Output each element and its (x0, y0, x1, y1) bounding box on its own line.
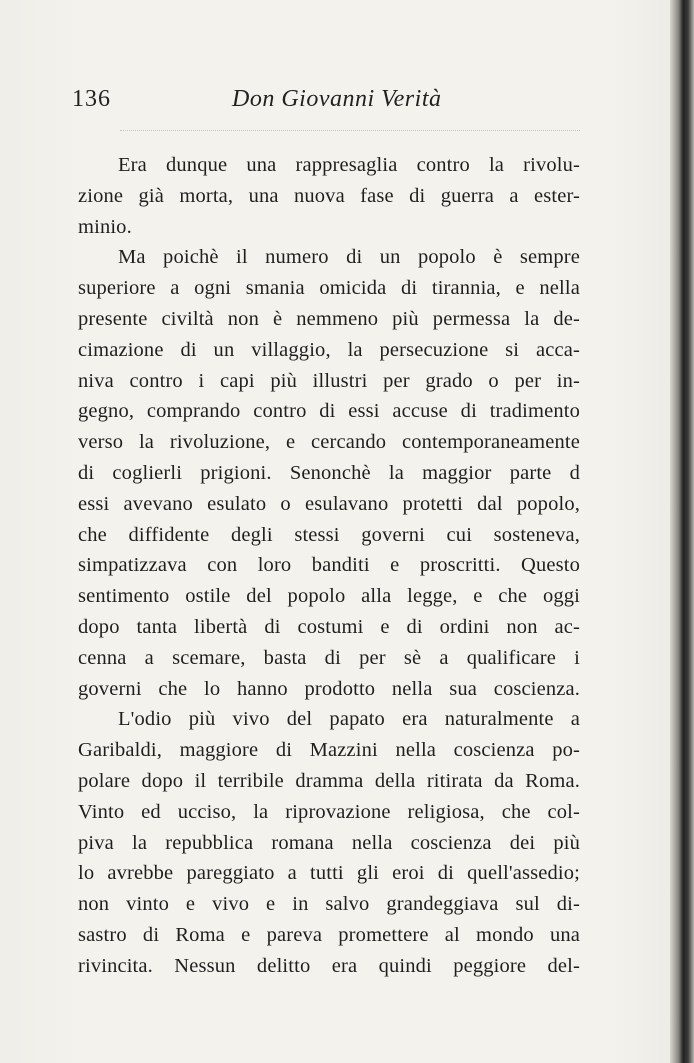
text-line: dopo tanta libertà di costumi e di ordini non ac- (78, 615, 580, 638)
text-line: non vinto e vivo e in salvo grandeggiava sul di- (78, 893, 580, 916)
text-line: lo avrebbe pareggiato a tutti gli eroi di quell'assedio; (78, 862, 580, 885)
header-divider (120, 130, 580, 131)
text-line: verso la rivoluzione, e cercando contemporaneamente (78, 431, 580, 454)
text-line: presente civiltà non è nemmeno più permessa la de- (78, 307, 580, 330)
text-line: essi avevano esulato o esulavano protetti dal popolo, (78, 492, 580, 515)
text-line: sentimento ostile del popolo alla legge, e che oggi (78, 585, 580, 608)
text-line: governi che lo hanno prodotto nella sua coscienza. (78, 677, 580, 700)
body-text (78, 150, 580, 1010)
text-line: L'odio più vivo del papato era naturalmente a (118, 708, 580, 731)
text-line: minio. (78, 215, 132, 238)
running-head-title: Don Giovanni Verità (232, 86, 442, 112)
page-number: 136 (72, 86, 111, 112)
text-line: che diffidente degli stessi governi cui sosteneva, (78, 523, 580, 546)
running-head (72, 78, 592, 118)
text-line: niva contro i capi più illustri per grado o per in- (78, 369, 580, 392)
text-line: Vinto ed ucciso, la riprovazione religiosa, che col- (78, 800, 580, 823)
text-line: di coglierli prigioni. Senonchè la maggior parte d (78, 461, 580, 484)
book-spine-shadow (670, 0, 694, 1063)
text-line: zione già morta, una nuova fase di guerra a ester- (78, 184, 580, 207)
text-line: Era dunque una rappresaglia contro la rivolu- (118, 154, 580, 176)
text-line: sastro di Roma e pareva promettere al mondo una (78, 923, 580, 946)
text-line: cimazione di un villaggio, la persecuzione si acca- (78, 338, 580, 361)
text-line: gegno, comprando contro di essi accuse di tradimento (78, 400, 580, 423)
text-line: piva la repubblica romana nella coscienza dei più (78, 831, 580, 854)
text-line: Ma poichè il numero di un popolo è sempre (118, 246, 580, 269)
text-line: rivincita. Nessun delitto era quindi peggiore del- (78, 954, 580, 977)
text-line: superiore a ogni smania omicida di tirannia, e nella (78, 277, 580, 300)
text-line: simpatizzava con loro banditi e proscritti. Questo (78, 554, 580, 577)
text-line: Garibaldi, maggiore di Mazzini nella coscienza po- (78, 739, 580, 762)
text-line: polare dopo il terribile dramma della ritirata da Roma. (78, 769, 580, 792)
text-line: cenna a scemare, basta di per sè a qualificare i (78, 646, 580, 669)
